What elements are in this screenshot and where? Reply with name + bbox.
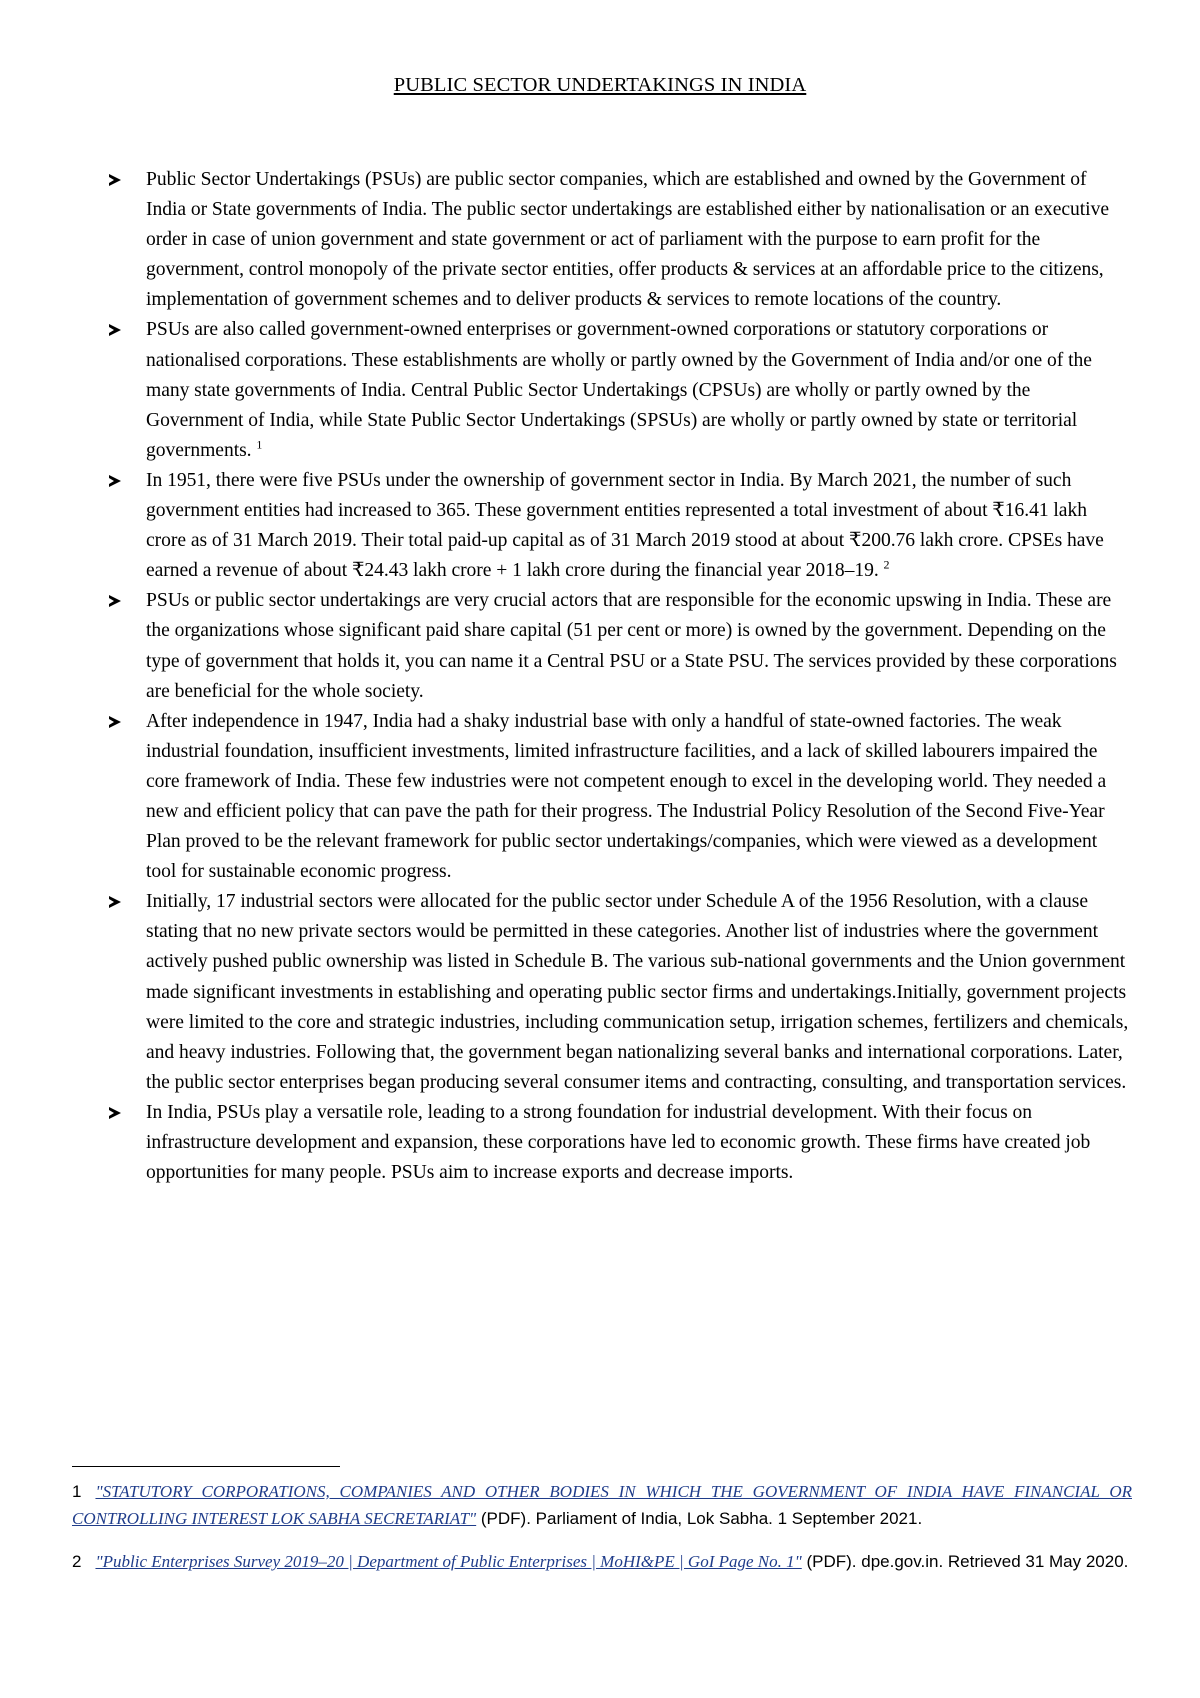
arrow-bullet-icon (109, 174, 121, 186)
bullet-text: In India, PSUs play a versatile role, leading to a strong foundation for industrial development. With their focus on infrastructure development and expansion, these corporations have led to economic growth. These firms have created job opportunities for many people. PSUs aim to increase exports and decrease imports. (146, 1101, 1091, 1184)
bullet-item (109, 707, 1129, 888)
bullet-text: After independence in 1947, India had a shaky industrial base with only a handful of state-owned factories. The weak industrial foundation, insufficient investments, limited infrastructure facilities, and a lack of skilled labourers impaired the core framework of India. These few industries were not competent enough to excel in the developing world. They needed a new and efficient policy that can pave the path for their progress. The Industrial Policy Resolution of the Second Five-Year Plan proved to be the relevant framework for public sector undertakings/companies, which were viewed as a development tool for sustainable economic progress. (146, 710, 1107, 883)
footnote-citation-text: (PDF). dpe.gov.in. Retrieved 31 May 2020. (801, 1552, 1129, 1571)
bullet-text: In 1951, there were five PSUs under the ownership of government sector in India. By March 2021, the number of such government entities had increased to 365. These government entities represented a total investment of about ₹16.41 lakh crore as of 31 March 2019. Their total paid-up capital as of 31 March 2019 stood at about ₹200.76 lakh crore. CPSEs have earned a revenue of about ₹24.43 lakh crore + 1 lakh crore during the financial year 2018–19. (146, 469, 1104, 582)
bullet-text: PSUs or public sector undertakings are very crucial actors that are responsible for the economic upswing in India. These are the organizations whose significant paid share capital (51 per cent or more) is owned by the government. Depending on the type of government that holds it, you can name it a Central PSU or a State PSU. The services provided by these corporations are beneficial for the whole society. (146, 590, 1117, 702)
arrow-bullet-icon (109, 1107, 121, 1119)
bullet-item (109, 586, 1129, 706)
arrow-bullet-icon (109, 475, 121, 487)
arrow-bullet-icon (109, 716, 121, 728)
footnote-number: 2 (72, 1552, 82, 1571)
footnote (72, 1548, 1132, 1575)
footnote-citation-text: (PDF). Parliament of India, Lok Sabha. 1 September 2021. (476, 1509, 923, 1528)
footnote-number: 1 (72, 1482, 82, 1501)
bullet-text: Public Sector Undertakings (PSUs) are public sector companies, which are established and owned by the Government of India or State governments of India. The public sector undertakings are established either by nationalisation or an executive order in case of union government and state government or act of parliament with the purpose to earn profit for the government, control monopoly of the private sector entities, offer products & services at an affordable price to the citizens, implementation of government schemes and to deliver products & services to remote locations of the country. (146, 169, 1109, 311)
footnote-divider (72, 1466, 340, 1467)
arrow-bullet-icon (109, 324, 121, 336)
footnote-source-link[interactable]: "Public Enterprises Survey 2019–20 | Department of Public Enterprises | MoHI&PE | GoI Page No. 1" (95, 1552, 802, 1571)
footnote-reference[interactable]: 2 (883, 557, 890, 572)
arrow-bullet-icon (109, 896, 121, 908)
bullet-list (109, 165, 1129, 1188)
bullet-item (109, 466, 1129, 586)
bullet-item (109, 315, 1129, 465)
footnote-reference[interactable]: 1 (256, 437, 263, 452)
page-title: PUBLIC SECTOR UNDERTAKINGS IN INDIA (393, 74, 807, 96)
bullet-text: Initially, 17 industrial sectors were allocated for the public sector under Schedule A of the 1956 Resolution, with a clause stating that no new private sectors would be permitted in these categories. Another list of industries where the government actively pushed public ownership was listed in Schedule B. The various sub-national governments and the Union government made significant investments in establishing and operating public sector firms and undertakings.Initially, government projects were limited to the core and strategic industries, including communication setup, irrigation schemes, fertilizers and chemicals, and heavy industries. Following that, the government began nationalizing several banks and international corporations. Later, the public sector enterprises began producing several consumer items and contracting, consulting, and transportation services. (146, 891, 1129, 1093)
footnote-source-link[interactable]: "STATUTORY CORPORATIONS, COMPANIES AND OTHER BODIES IN WHICH THE GOVERNMENT OF INDIA HAVE FINANCIAL OR CONTROLLING INTEREST LOK SABHA SECRETARIAT" (72, 1482, 1132, 1528)
bullet-item (109, 887, 1129, 1098)
footnote (72, 1478, 1132, 1532)
bullet-item (109, 1098, 1129, 1188)
bullet-text: PSUs are also called government-owned enterprises or government-owned corporations or statutory corporations or nationalised corporations. These establishments are wholly or partly owned by the Government of India and/or one of the many state governments of India. Central Public Sector Undertakings (CPSUs) are wholly or partly owned by the Government of India, while State Public Sector Undertakings (SPSUs) are wholly or partly owned by state or territorial governments. (146, 319, 1092, 461)
bullet-item (109, 165, 1129, 315)
footnotes (72, 1478, 1132, 1591)
arrow-bullet-icon (109, 595, 121, 607)
